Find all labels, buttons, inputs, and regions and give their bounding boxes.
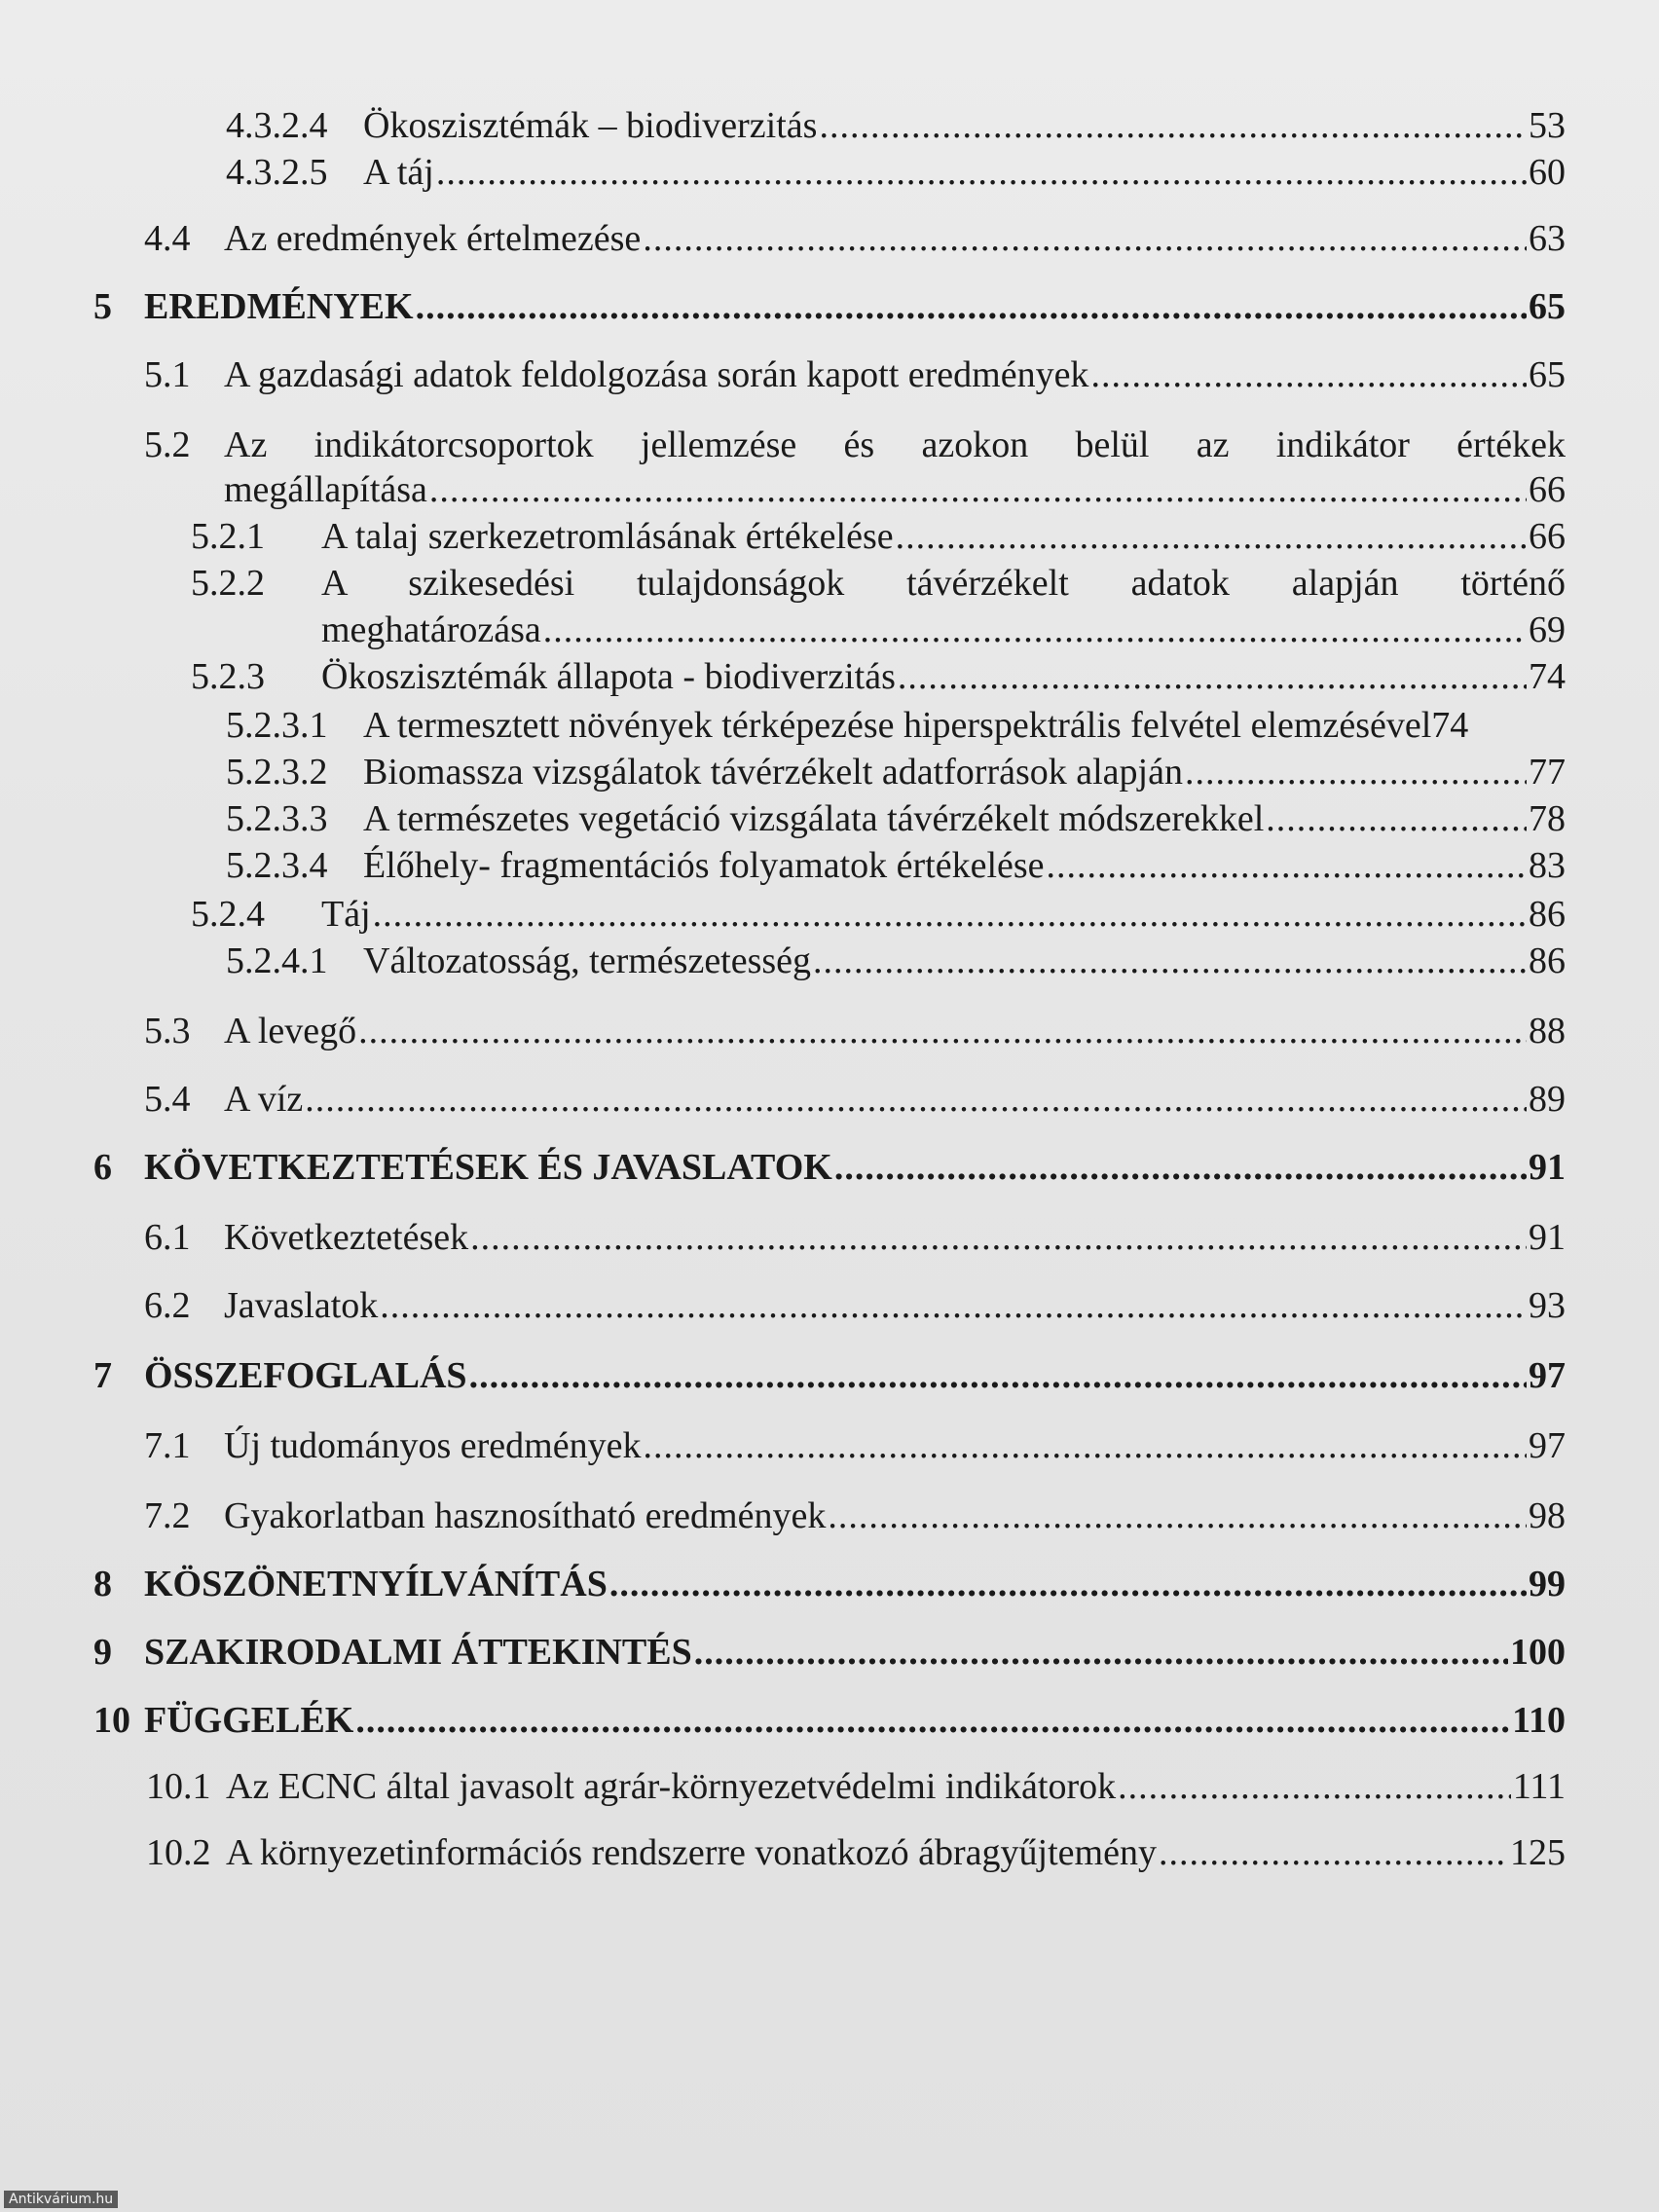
toc-number: 5.2.3 <box>191 656 265 697</box>
toc-title: ÖSSZEFOGLALÁS <box>144 1355 467 1396</box>
toc-number: 6 <box>93 1147 112 1188</box>
toc-number: 10 <box>93 1700 130 1741</box>
toc-title: Gyakorlatban hasznosítható eredmények <box>224 1495 827 1536</box>
toc-title-line1: Az indikátorcsoportok jellemzése és azokon belül az indikátor értékek <box>224 424 1566 465</box>
toc-page-number: 53 <box>1529 105 1566 146</box>
toc-title: Biomassza vizsgálatok távérzékelt adatforrások alapján <box>363 752 1183 793</box>
dot-leader <box>373 892 1527 937</box>
toc-page-number: 111 <box>1512 1766 1566 1807</box>
dot-leader <box>834 1145 1527 1190</box>
dot-leader <box>1185 750 1527 794</box>
toc-title: Következtetések <box>224 1217 469 1258</box>
toc-title: KÖVETKEZTETÉSEK ÉS JAVASLATOK <box>144 1147 832 1188</box>
toc-page-number: 100 <box>1510 1632 1566 1673</box>
toc-number: 10.2 <box>146 1832 211 1873</box>
toc-number: 5.2.3.1 <box>226 705 328 746</box>
toc-title: Változatosság, természetesség <box>363 940 812 981</box>
dot-leader <box>416 284 1527 329</box>
toc-page-number: 98 <box>1529 1495 1566 1536</box>
toc-title: A talaj szerkezetromlásának értékelése <box>321 516 894 557</box>
toc-number: 5.1 <box>144 354 191 395</box>
toc-page-number: 125 <box>1510 1832 1566 1873</box>
dot-leader <box>358 1009 1527 1053</box>
toc-page-number: 99 <box>1529 1564 1566 1604</box>
toc-number: 5.2 <box>144 424 191 465</box>
dot-leader <box>643 216 1527 261</box>
dot-leader <box>1047 843 1527 888</box>
toc-title: A víz <box>224 1079 304 1120</box>
toc-title: Az ECNC által javasolt agrár-környezetvédelmi indikátorok <box>226 1766 1117 1807</box>
toc-number: 5.2.3.2 <box>226 752 328 793</box>
toc-page-number: 78 <box>1529 798 1566 839</box>
toc-title: EREDMÉNYEK <box>144 286 414 327</box>
dot-leader <box>813 939 1527 983</box>
toc-page-number: 91 <box>1529 1147 1566 1188</box>
toc-number: 5.2.2 <box>191 563 265 604</box>
toc-title: Az eredmények értelmezése <box>224 218 642 259</box>
toc-number: 4.3.2.4 <box>226 105 328 146</box>
dot-leader <box>828 1493 1527 1538</box>
toc-page-number: 88 <box>1529 1011 1566 1051</box>
toc-number: 8 <box>93 1564 112 1604</box>
dot-leader <box>470 1215 1527 1260</box>
dot-leader <box>694 1630 1508 1675</box>
toc-title: KÖSZÖNETNYÍLVÁNÍTÁS <box>144 1564 608 1604</box>
dot-leader <box>609 1562 1527 1606</box>
toc-title: FÜGGELÉK <box>144 1700 354 1741</box>
toc-title-line2: megállapítása <box>224 469 427 510</box>
toc-page-number: 89 <box>1529 1079 1566 1120</box>
toc-number: 9 <box>93 1632 112 1673</box>
toc-page-number: 60 <box>1529 152 1566 193</box>
toc-page-number: 97 <box>1529 1355 1566 1396</box>
toc-title-line2: meghatározása <box>321 609 541 650</box>
toc-page-number: 65 <box>1529 354 1566 395</box>
dot-leader <box>643 1423 1527 1468</box>
toc-number: 7.2 <box>144 1495 191 1536</box>
toc-number: 5.2.1 <box>191 516 265 557</box>
dot-leader <box>1090 352 1527 397</box>
toc-title: Ökoszisztémák – biodiverzitás <box>363 105 818 146</box>
toc-title: Élőhely- fragmentációs folyamatok értékelése <box>363 845 1045 886</box>
toc-page-number: 69 <box>1529 609 1566 650</box>
toc-title: A természetes vegetáció vizsgálata távérzékelt módszerekkel <box>363 798 1265 839</box>
toc-page-number: 83 <box>1529 845 1566 886</box>
dot-leader <box>1118 1764 1511 1809</box>
toc-number: 5 <box>93 286 112 327</box>
toc-page-number: 93 <box>1529 1285 1566 1326</box>
toc-number: 10.1 <box>146 1766 211 1807</box>
toc-number: 5.3 <box>144 1011 191 1051</box>
toc-title: SZAKIRODALMI ÁTTEKINTÉS <box>144 1632 692 1673</box>
dot-leader <box>429 467 1527 512</box>
toc-number: 4.3.2.5 <box>226 152 328 193</box>
toc-page-number: 86 <box>1529 894 1566 935</box>
dot-leader <box>436 150 1527 195</box>
toc-title: A gazdasági adatok feldolgozása során kapott eredmények <box>224 354 1089 395</box>
watermark-label: Antikvárium.hu <box>4 2191 118 2208</box>
toc-number: 5.2.4 <box>191 894 265 935</box>
toc-title: Táj <box>321 894 371 935</box>
toc-number: 6.2 <box>144 1285 191 1326</box>
toc-number: 5.2.4.1 <box>226 940 328 981</box>
dot-leader <box>1266 796 1527 841</box>
toc-page-number: 63 <box>1529 218 1566 259</box>
toc-title-line1: A szikesedési tulajdonságok távérzékelt adatok alapján történő <box>321 563 1566 604</box>
toc-title: A környezetinformációs rendszerre vonatkozó ábragyűjtemény <box>226 1832 1157 1873</box>
toc-page-number: 65 <box>1529 286 1566 327</box>
toc-title: Új tudományos eredmények <box>224 1425 642 1466</box>
toc-number: 5.2.3.3 <box>226 798 328 839</box>
toc-number: 7.1 <box>144 1425 191 1466</box>
toc-page-number: 74 <box>1529 656 1566 697</box>
dot-leader <box>1159 1830 1508 1875</box>
dot-leader <box>305 1077 1527 1122</box>
toc-page-number: 110 <box>1512 1700 1566 1741</box>
toc-title: A termesztett növények térképezése hiperspektrális felvétel elemzésével74 <box>363 705 1469 746</box>
dot-leader <box>543 608 1527 652</box>
toc-page-number: 66 <box>1529 469 1566 510</box>
toc-title: Javaslatok <box>224 1285 379 1326</box>
toc-title: A levegő <box>224 1011 357 1051</box>
toc-number: 5.4 <box>144 1079 191 1120</box>
dot-leader <box>469 1353 1527 1398</box>
toc-page-number: 97 <box>1529 1425 1566 1466</box>
dot-leader <box>355 1698 1510 1743</box>
toc-number: 4.4 <box>144 218 191 259</box>
toc-number: 7 <box>93 1355 112 1396</box>
toc-number: 6.1 <box>144 1217 191 1258</box>
toc-title: A táj <box>363 152 434 193</box>
toc-number: 5.2.3.4 <box>226 845 328 886</box>
dot-leader <box>380 1283 1527 1328</box>
dot-leader <box>898 654 1527 699</box>
toc-page-number: 77 <box>1529 752 1566 793</box>
dot-leader <box>896 514 1527 559</box>
toc-page-number: 86 <box>1529 940 1566 981</box>
toc-page-number: 66 <box>1529 516 1566 557</box>
toc-page-number: 91 <box>1529 1217 1566 1258</box>
dot-leader <box>819 103 1527 148</box>
toc-title: Ökoszisztémák állapota - biodiverzitás <box>321 656 896 697</box>
